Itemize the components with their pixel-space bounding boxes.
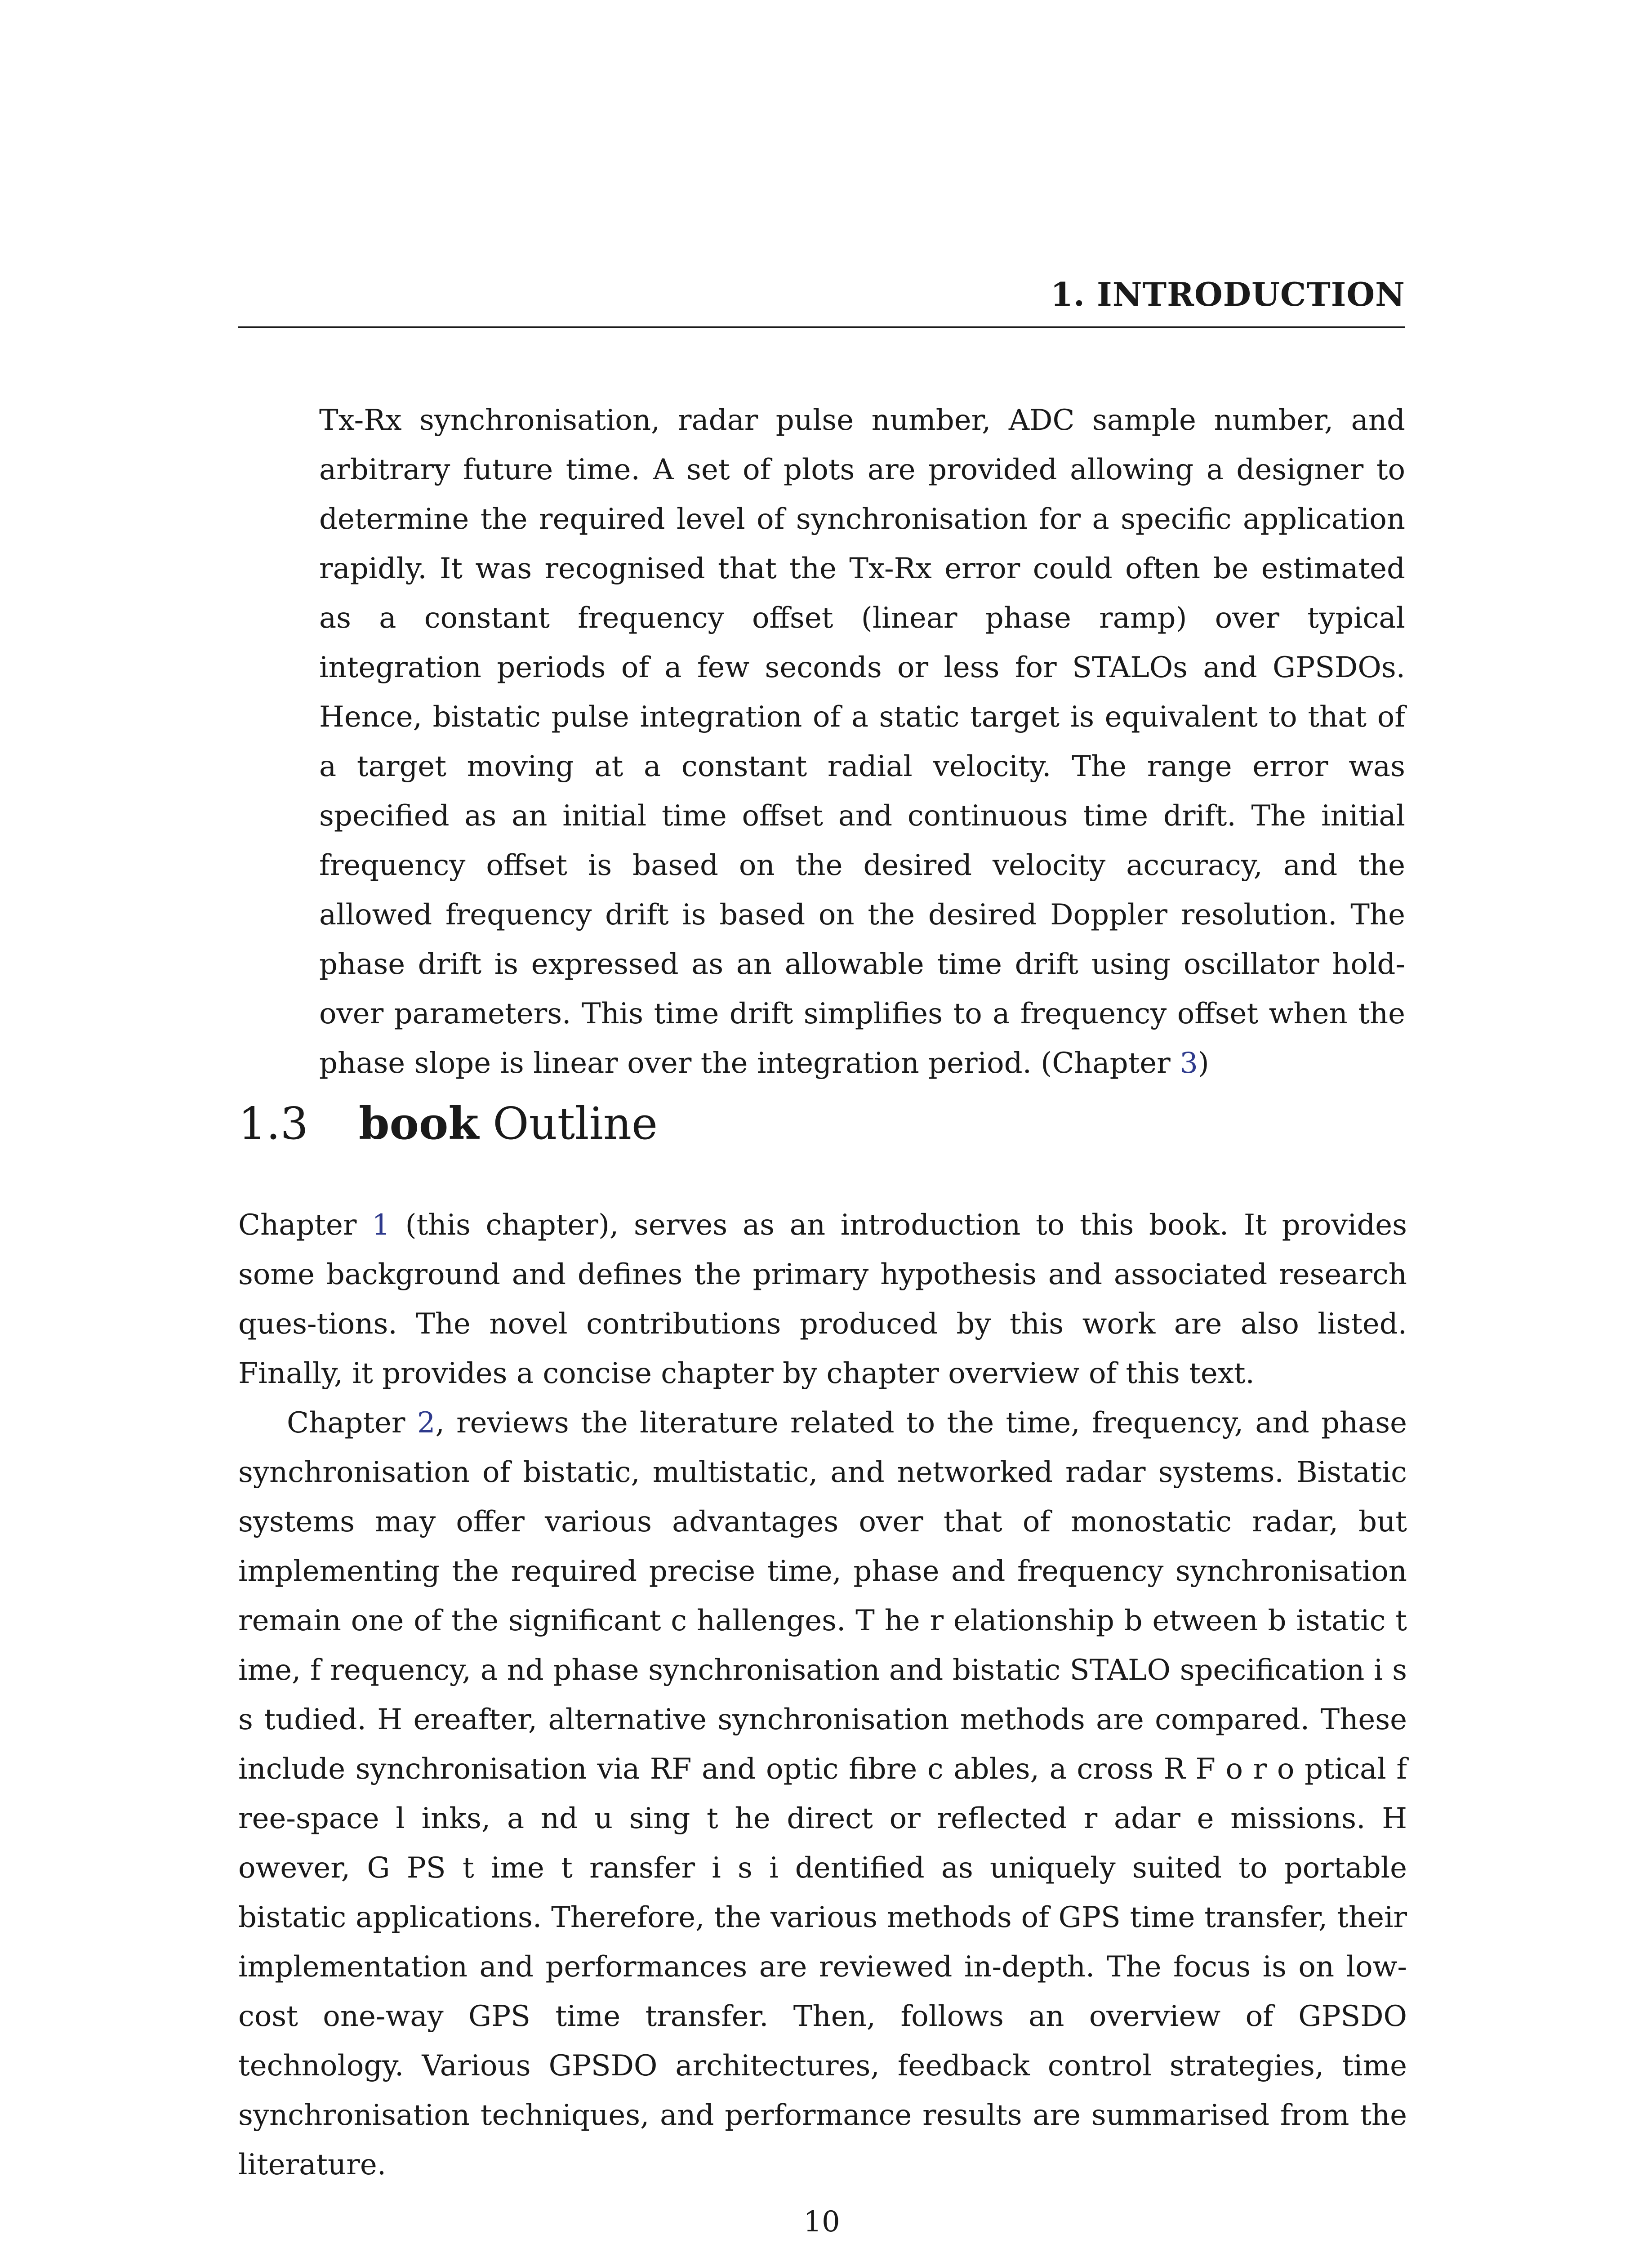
- running-head: 1. INTRODUCTION: [1050, 275, 1405, 313]
- book-word: book: [1149, 1209, 1220, 1242]
- chapter-2-link[interactable]: 2: [417, 1406, 436, 1440]
- paragraph-text: (this chapter), serves as an introduction to this: [390, 1209, 1149, 1242]
- paragraph-text: . It provides some background and defines the primary hypothesis and associated research ques-tions. The novel contributions produced by this work are also listed. Finally, it provides a concise chapter by chapter overview of this text.: [238, 1209, 1407, 1390]
- section-title-bold: book: [359, 1098, 479, 1150]
- summary-text: Tx-Rx synchronisation, radar pulse number, ADC sample number, and arbitrary future time. A set of plots are provided allowing a designer to determine the required level of synchronisation for a specific application rapidly. It was recognised that the Tx-Rx error could often be estimated as a constant frequency offset (linear phase ramp) over typical integration periods of a few seconds or less for STALOs and GPSDOs. Hence, bistatic pulse integration of a static target is equivalent to that of a target moving at a constant radial velocity. The range error was specified as an initial time offset and continuous time drift. The initial frequency offset is based on the desired velocity accuracy, and the allowed frequency drift is based on the desired Doppler resolution. The phase drift is expressed as an allowable time drift using oscillator hold-over parameters. This time drift simplifies to a frequency offset when the phase slope is linear over the integration period. (Chapter: [319, 404, 1405, 1080]
- paragraph-chapter-2: [238, 1398, 1407, 2190]
- paragraph-text: , reviews the literature related to the time, frequency, and phase synchronisation of bistatic, multistatic, and networked radar systems. Bistatic systems may offer various advantages over that of monostatic radar, but implementing the required precise time, phase and frequency synchronisation remain one of the significant c hallenges. T he r elationship b etween b istatic t ime, f requency, a nd phase synchronisation and bistatic STALO specification i s s tudied. H ereafter, alternative synchronisation methods are compared. These include synchronisation via RF and optic fibre c ables, a cross R F o r o ptical f ree-space l inks, a nd u sing t he direct or reflected r adar e missions. H owever, G PS t ime t ransfer i s i dentified as uniquely suited to portable bistatic applications. Therefore, the various methods of GPS time transfer, their implementation and performances are reviewed in-depth. The focus is on low-cost one-way GPS time transfer. Then, follows an overview of GPSDO technology. Various GPSDO architectures, feedback control strategies, time synchronisation techniques, and performance results are summarised from the literature.: [238, 1406, 1407, 2181]
- section-number: 1.3: [238, 1098, 308, 1150]
- section-heading: [238, 1097, 1405, 1151]
- summary-paragraph: [319, 396, 1405, 1088]
- chapter-3-link[interactable]: 3: [1180, 1047, 1198, 1080]
- paragraph-chapter-1: [238, 1200, 1407, 1398]
- paragraph-text: Chapter: [287, 1406, 417, 1440]
- chapter-1-link[interactable]: 1: [372, 1209, 390, 1242]
- paragraph-text: Chapter: [238, 1209, 372, 1242]
- header-rule: [238, 326, 1405, 328]
- summary-text-end: ): [1198, 1047, 1209, 1080]
- section-title-rest: Outline: [479, 1098, 658, 1150]
- page-number: 10: [803, 2205, 840, 2239]
- body-text: [238, 1200, 1407, 2190]
